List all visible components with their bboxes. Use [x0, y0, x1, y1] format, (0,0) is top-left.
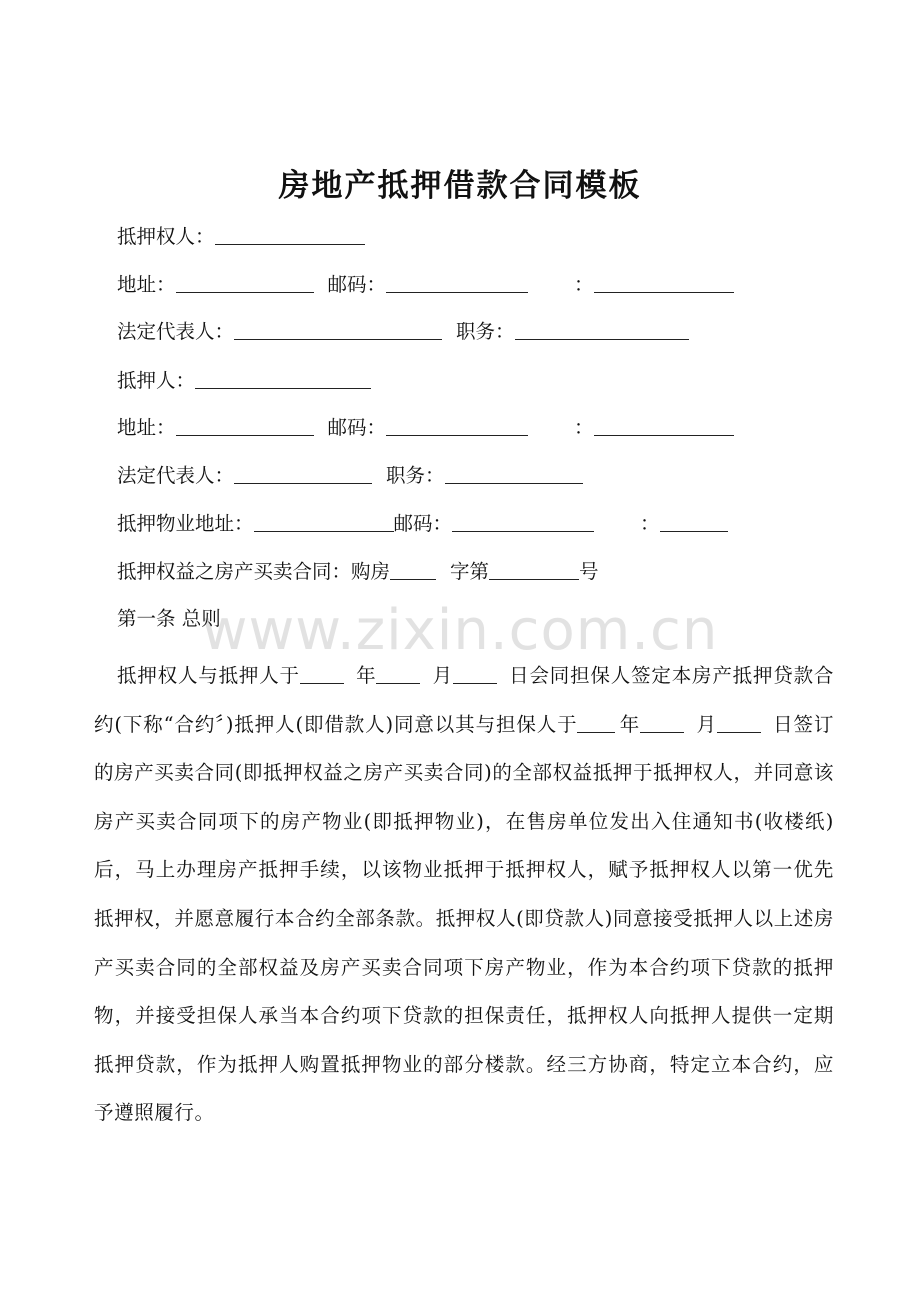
mortgagor-label: 抵押人： — [117, 369, 196, 392]
address-blank[interactable] — [176, 415, 314, 436]
colon-label: ： — [574, 416, 594, 439]
property-address-blank[interactable] — [254, 511, 394, 532]
month-blank[interactable] — [640, 712, 684, 733]
mortgagor-address-row — [117, 413, 734, 443]
address-label: 地址： — [117, 416, 176, 439]
watermark: www.zixin.com.cn — [201, 598, 719, 663]
paragraph-part: 抵押权人与抵押人于 — [117, 664, 300, 687]
colon-label: ： — [574, 273, 594, 296]
position-label: 职务： — [456, 320, 515, 343]
address-blank[interactable] — [176, 272, 314, 293]
colon-label: ： — [640, 512, 660, 535]
page-title: 房地产抵押借款合同模板 — [278, 168, 642, 204]
mortgagor-rep-row — [117, 461, 583, 491]
month-label: 月 — [696, 712, 717, 736]
phone-blank[interactable] — [660, 511, 728, 532]
hao-label: 号 — [579, 560, 599, 583]
year-blank[interactable] — [300, 663, 344, 684]
postcode-label: 邮码： — [327, 416, 387, 439]
year-blank[interactable] — [577, 712, 615, 733]
contract-number-blank[interactable] — [489, 559, 579, 580]
legal-rep-blank[interactable] — [234, 463, 372, 484]
legal-rep-label: 法定代表人： — [117, 464, 235, 487]
mortgagee-rep-row — [117, 317, 689, 347]
legal-rep-label: 法定代表人： — [117, 320, 235, 343]
day-blank[interactable] — [717, 712, 761, 733]
year-label: 年 — [619, 712, 641, 736]
contract-label: 抵押权益之房产买卖合同：购房 — [117, 560, 391, 583]
property-address-row — [117, 509, 728, 539]
zi-di-label: 字第 — [450, 560, 490, 583]
mortgagee-address-row — [117, 270, 734, 300]
body-paragraph — [94, 652, 834, 1138]
legal-rep-blank[interactable] — [234, 319, 442, 340]
property-address-label: 抵押物业地址： — [117, 512, 254, 535]
postcode-blank[interactable] — [452, 511, 594, 532]
address-label: 地址： — [117, 273, 176, 296]
section-heading: 第一条 总则 — [117, 607, 221, 630]
mortgagee-row — [117, 222, 365, 252]
position-blank[interactable] — [445, 463, 583, 484]
mortgagee-blank[interactable] — [215, 224, 365, 245]
postcode-blank[interactable] — [386, 415, 528, 436]
position-blank[interactable] — [515, 319, 689, 340]
postcode-blank[interactable] — [386, 272, 528, 293]
contract-row — [117, 557, 599, 587]
mortgagor-row — [117, 366, 371, 396]
postcode-label: 邮码： — [327, 273, 387, 296]
mortgagor-blank[interactable] — [195, 368, 371, 389]
postcode-label: 邮码： — [393, 512, 453, 535]
day-blank[interactable] — [453, 663, 497, 684]
paragraph-part: 日签订的房产买卖合同(即抵押权益之房产买卖合同)的全部权益抵押于抵押权人，并同意该房产买卖合同项下的房产物业(即抵押物业)，在售房单位发出入住通知书(收楼纸)后，马上办理房产抵押手续，以该物业抵押于抵押权人，赋予抵押权人以第一优先抵押权，并愿意履行本合约全部条款。抵押权人(即贷款人)同意接受抵押人以上述房产买卖合同的全部权益及房产买卖合同项下房产物业，作为本合约项下贷款的抵押物，并接受担保人承当本合约项下贷款的担保责任，抵押权人向抵押人提供一定期抵押贷款，作为抵押人购置抵押物业的部分楼款。经三方协商，特定立本合约，应予遵照履行。 — [94, 712, 835, 1125]
phone-blank[interactable] — [594, 415, 734, 436]
phone-blank[interactable] — [594, 272, 734, 293]
contract-prefix-blank[interactable] — [390, 559, 436, 580]
year-label: 年 — [355, 664, 377, 687]
month-blank[interactable] — [376, 663, 420, 684]
mortgagee-label: 抵押权人： — [117, 225, 215, 248]
paragraph-part: 日会同担保人签定本房产抵押贷款合约(下称“合约〞)抵押人(即借款人)同意以其与担保人于 — [94, 664, 835, 736]
month-label: 月 — [432, 664, 453, 687]
position-label: 职务： — [386, 464, 445, 487]
